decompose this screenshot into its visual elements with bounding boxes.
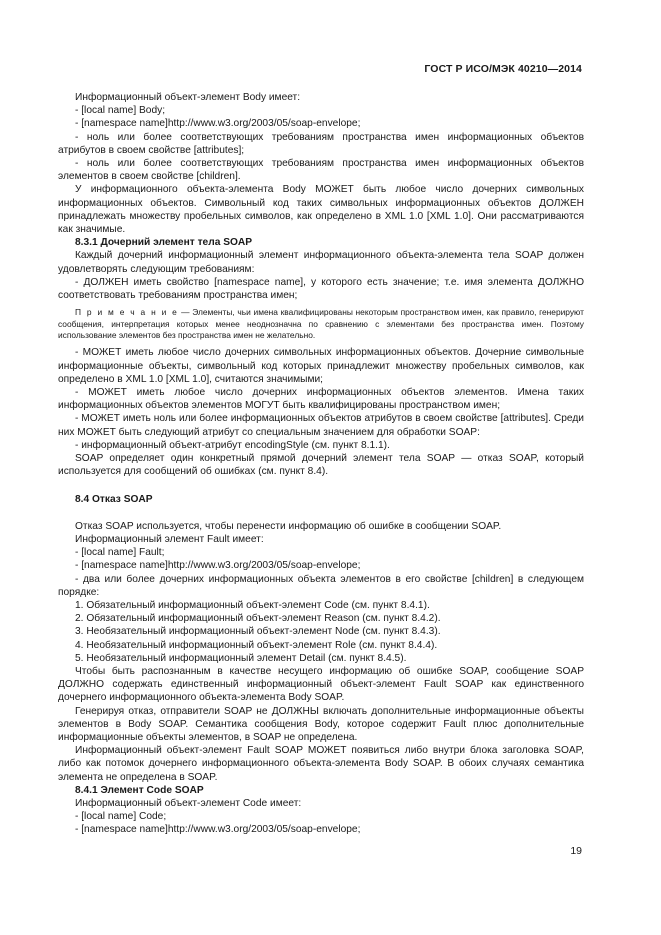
numbered-item: 5. Необязательный информационный элемент Detail (см. пункт 8.4.5). — [75, 652, 407, 664]
body-paragraph: - два или более дочерних информационных объекта элементов в его свойстве [children] в следующем порядке: — [58, 573, 584, 598]
body-paragraph: Информационный объект-элемент Body имеет: — [75, 92, 301, 103]
body-paragraph: Каждый дочерний информационный элемент информационного объекта-элемента тела SOAP должен удовлетворять следующим требованиям: — [58, 250, 584, 275]
body-paragraph: Информационный элемент Fault имеет: — [75, 533, 264, 545]
standard-header: ГОСТ Р ИСО/МЭК 40210—2014 — [424, 63, 582, 75]
section-heading: 8.4.1 Элемент Code SOAP — [75, 784, 204, 796]
body-paragraph: - ноль или более соответствующих требованиям пространства имен информационных объектов атрибутов в своем свойстве [attributes]; — [58, 131, 584, 156]
body-paragraph: У информационного объекта-элемента Body МОЖЕТ быть любое число дочерних символьных информационных объектов. Символьный код таких символьных информационных объектов ДОЛЖЕН принадлежать множеству пробельных символов, как определено в XML 1.0 [XML 1.0]. Они рассматриваются как значимые. — [58, 184, 584, 236]
body-paragraph: - [local name] Body; — [75, 105, 166, 117]
body-paragraph: - [namespace name]http://www.w3.org/2003/05/soap-envelope; — [75, 824, 361, 836]
body-paragraph: - [namespace name]http://www.w3.org/2003/05/soap-envelope; — [75, 560, 361, 572]
body-paragraph: Чтобы быть распознанным в качестве несущего информацию об ошибке SOAP, сообщение SOAP ДОЛЖНО содержать единственный информационный объект-элемент Fault SOAP как единственного дочернего информационного объекта-элемента Body SOAP. — [58, 665, 584, 704]
note-label: П р и м е ч а н и е — [75, 307, 179, 318]
numbered-item: 3. Необязательный информационный объект-элемент Node (см. пункт 8.4.3). — [75, 626, 441, 638]
body-paragraph: Отказ SOAP используется, чтобы перенести информацию об ошибке в сообщении SOAP. — [75, 520, 502, 532]
page-number: 19 — [570, 845, 582, 857]
section-heading: 8.3.1 Дочерний элемент тела SOAP — [75, 237, 253, 249]
body-paragraph: - [local name] Code; — [75, 811, 167, 823]
body-paragraph: - информационный объект-атрибут encodingStyle (см. пункт 8.1.1). — [75, 439, 390, 451]
body-paragraph: SOAP определяет один конкретный прямой дочерний элемент тела SOAP — отказ SOAP, который используется для сообщений об ошибках (см. пункт 8.4). — [58, 453, 584, 478]
body-paragraph: Информационный объект-элемент Code имеет: — [75, 797, 302, 809]
note-paragraph — [58, 307, 584, 341]
section-heading: 8.4 Отказ SOAP — [75, 493, 153, 505]
body-paragraph: - [namespace name]http://www.w3.org/2003/05/soap-envelope; — [75, 118, 361, 130]
numbered-item: 4. Необязательный информационный объект-элемент Role (см. пункт 8.4.4). — [75, 639, 438, 651]
body-paragraph: - ноль или более соответствующих требованиям пространства имен информационных объектов элементов в своем свойстве [children]. — [58, 158, 584, 183]
body-paragraph: - МОЖЕТ иметь ноль или более информационных объектов атрибутов в своем свойстве [attributes]. Среди них МОЖЕТ быть следующий атрибут со специальным значением для обработки SOAP: — [58, 413, 584, 438]
body-paragraph: Информационный объект-элемент Fault SOAP МОЖЕТ появиться либо внутри блока заголовка SOAP, либо как потомок дочернего информационного объекта-элемента Body SOAP. В обоих случаях семантика элемента не определена в SOAP. — [58, 745, 584, 783]
note-text: — Элементы, чьи имена квалифицированы некоторым пространством имен, как правило, генерируют сообщения, интерпретация которых менее неоднозначна по сравнению с элементами без пространства имен. Поэтому использование элементов без пространства имен не желательно. — [58, 307, 584, 341]
numbered-item: 2. Обязательный информационный объект-элемент Reason (см. пункт 8.4.2). — [75, 613, 441, 625]
body-paragraph: - МОЖЕТ иметь любое число дочерних символьных информационных объектов. Дочерние символьные информационные объекты, символьный код которых принадлежит множеству пробельных символов, как определено в XML 1.0 [XML 1.0], считаются значимыми; — [58, 347, 584, 385]
body-paragraph: - ДОЛЖЕН иметь свойство [namespace name], у которого есть значение; т.е. имя элемента ДОЛЖНО соответствовать требованиям пространства имен; — [58, 276, 584, 302]
body-paragraph: - [local name] Fault; — [75, 547, 165, 559]
page-body — [58, 91, 584, 837]
numbered-item: 1. Обязательный информационный объект-элемент Code (см. пункт 8.4.1). — [75, 599, 430, 611]
body-paragraph: - МОЖЕТ иметь любое число дочерних информационных объектов элементов. Имена таких информационных объектов элементов МОГУТ быть квалифицированы пространством имен; — [58, 387, 584, 412]
body-paragraph: Генерируя отказ, отправители SOAP не ДОЛЖНЫ включать дополнительные информационные объекты элементов в Body SOAP. Семантика сообщения Body, которое содержит Fault плюс дополнительные информационные объекты элементов, в SOAP не определена. — [58, 705, 584, 743]
